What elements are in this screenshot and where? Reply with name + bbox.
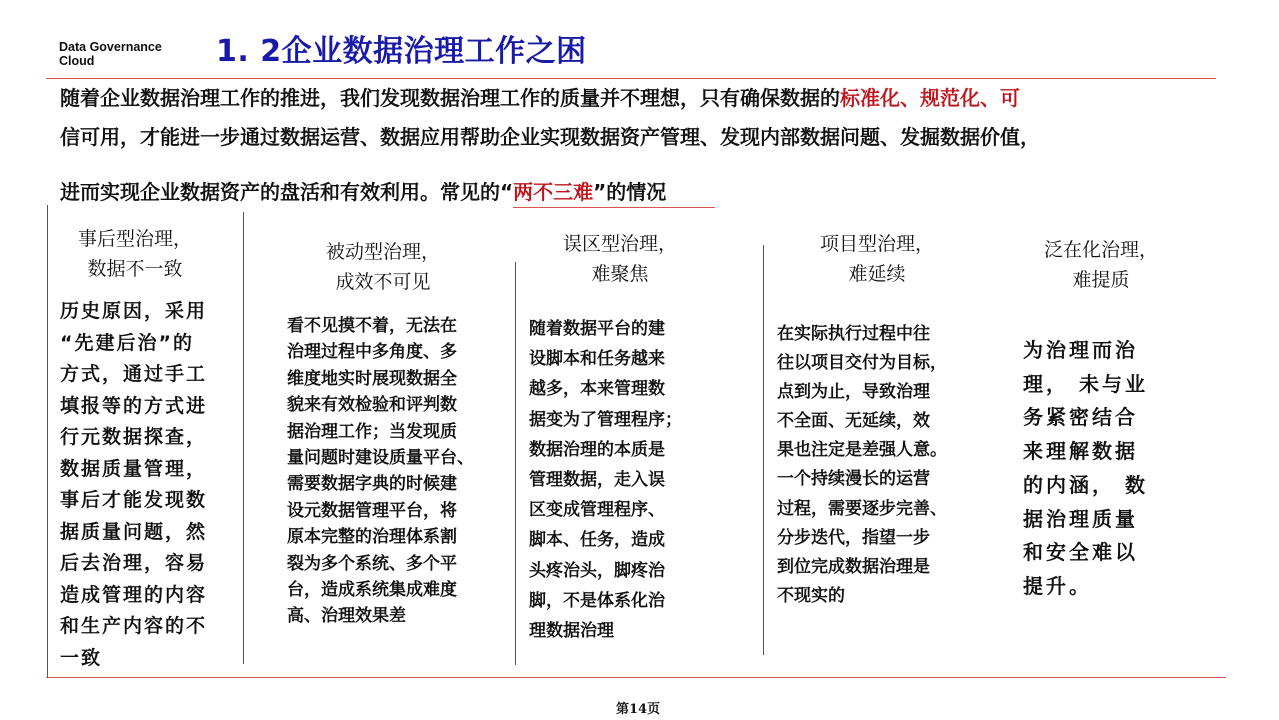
column-divider-1 — [47, 205, 48, 677]
intro-highlight-standardization: 标准化、规范化、可 — [840, 86, 1020, 110]
bottom-divider — [46, 677, 1226, 678]
column-2-body: 看不见摸不着，无法在 治理过程中多角度、多 维度地实时展现数据全 貌来有效检验和评判数 据治理工作；当发现质 量问题时建设质量平台、 需要数据字典的时候建 设元数据管理平台，将 原本完整的治理体系割 裂为多个系统、多个平 台，造成系统集成难度 高、治理效果差 — [287, 316, 474, 627]
column-4-body: 在实际执行过程中往 往以项目交付为目标， 点到为止，导致治理 不全面、无延续，效 果也注定是差强人意。 一个持续漫长的运营 过程，需要逐步完善、 分步迭代，指望一步 到位完成数据治理是 不现实的 — [777, 324, 947, 606]
intro-line-2: 信可用，才能进一步通过数据运营、数据应用帮助企业实现数据资产管理、发现内部数据问题、发掘数据价值， — [60, 125, 1040, 149]
column-divider-2 — [243, 212, 244, 664]
brand-logo-text: Data Governance Cloud — [59, 40, 162, 68]
intro-line-1 — [60, 82, 1020, 111]
column-2-heading: 被动型治理， 成效不可见 — [325, 241, 440, 293]
intro-line-1-text: 随着企业数据治理工作的推进，我们发现数据治理工作的质量并不理想，只有确保数据的 — [60, 86, 840, 110]
column-1-heading: 事后型治理， 数据不一致 — [77, 228, 192, 280]
intro-line-3 — [60, 176, 666, 205]
column-5-body: 为治理而治 理， 未与业 务紧密结合 来理解数据 的内涵， 数 据治理质量 和安全难以 提升。 — [1023, 338, 1148, 598]
page-number: 第14页 — [616, 702, 661, 717]
column-4-heading: 项目型治理， 难延续 — [819, 233, 934, 285]
intro-highlight-two-three: 两不三难 — [513, 180, 594, 204]
intro-line-3-tail: ”的情况 — [593, 180, 667, 204]
column-5-heading: 泛在化治理， 难提质 — [1043, 239, 1158, 291]
column-3-body: 随着数据平台的建 设脚本和任务越来 越多，本来管理数 据变为了管理程序； 数据治理的本质是 管理数据，走入误 区变成管理程序、 脚本、任务，造成 头疼治头，脚疼治 脚，不是体系化治 理数据治理 — [529, 319, 682, 642]
column-divider-4 — [763, 245, 764, 655]
column-1-body: 历史原因，采用 “先建后治”的 方式，通过手工 填报等的方式进 行元数据探查， 数据质量管理， 事后才能发现数 据质量问题，然 后去治理，容易 造成管理的内容 和生产内容的不 一致 — [60, 300, 208, 669]
top-divider — [46, 78, 1216, 79]
page-title: 1. 2企业数据治理工作之困 — [216, 34, 587, 69]
highlight-underline — [513, 207, 715, 208]
column-divider-3 — [515, 262, 516, 665]
intro-line-3-text: 进而实现企业数据资产的盘活和有效利用。常见的“ — [60, 180, 514, 204]
column-3-heading: 误区型治理， 难聚焦 — [562, 233, 677, 285]
